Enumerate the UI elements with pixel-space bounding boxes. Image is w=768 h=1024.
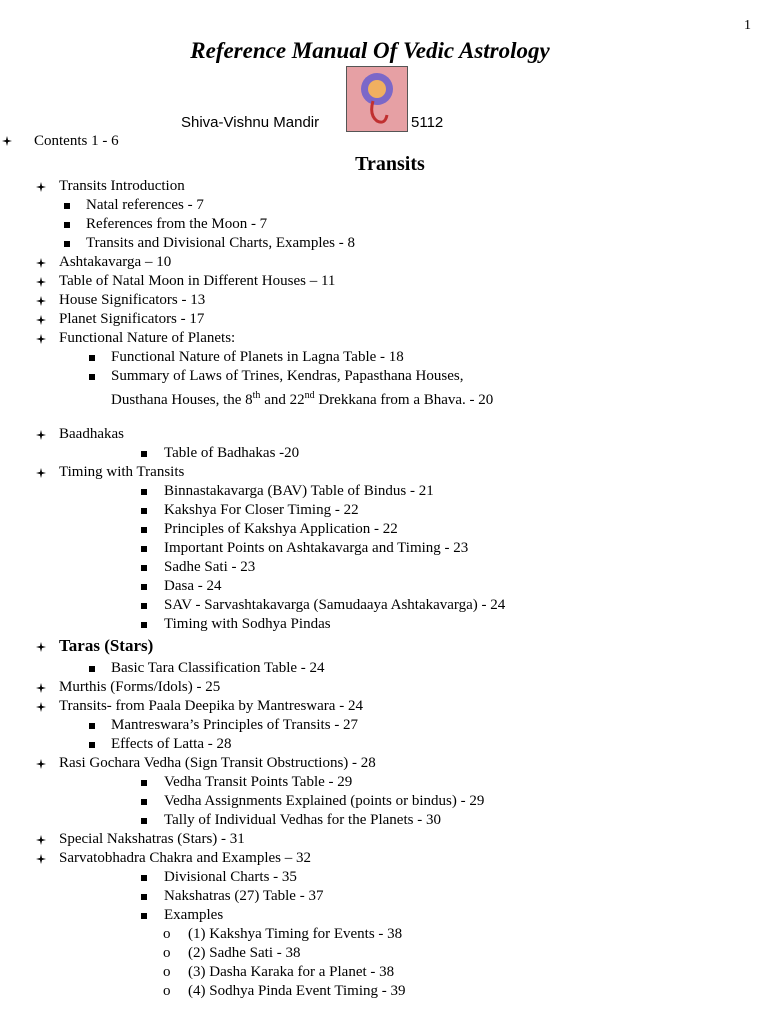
toc-entry[interactable]: Effects of Latta - 28 — [111, 736, 232, 752]
toc-entry[interactable]: Murthis (Forms/Idols) - 25 — [59, 679, 221, 695]
bullet-square-icon — [141, 489, 147, 495]
bullet-circle-icon: o — [163, 983, 171, 999]
bullet-square-icon — [89, 666, 95, 672]
contents-link[interactable]: Contents 1 - 6 — [34, 133, 119, 149]
section-heading: Transits — [355, 153, 425, 175]
toc-entry[interactable]: (2) Sadhe Sati - 38 — [188, 945, 301, 961]
bullet-star-icon — [36, 642, 46, 652]
toc-entry[interactable]: Vedha Transit Points Table - 29 — [164, 774, 353, 790]
bullet-star-icon — [36, 296, 46, 306]
bullet-square-icon — [141, 603, 147, 609]
bullet-star-icon — [36, 468, 46, 478]
bullet-star-icon — [36, 258, 46, 268]
toc-entry[interactable]: Nakshatras (27) Table - 37 — [164, 888, 324, 904]
toc-entry[interactable]: Baadhakas — [59, 426, 124, 442]
bullet-star-icon — [36, 702, 46, 712]
toc-entry[interactable]: Rasi Gochara Vedha (Sign Transit Obstructions) - 28 — [59, 755, 376, 771]
toc-entry[interactable]: References from the Moon - 7 — [86, 216, 268, 232]
page-number: 1 — [744, 18, 751, 33]
bullet-star-icon — [36, 430, 46, 440]
toc-entry[interactable]: Dusthana Houses, the 8th and 22nd Drekkana from a Bhava. - 20 — [111, 390, 494, 408]
toc-entry[interactable]: Ashtakavarga – 10 — [59, 254, 172, 270]
bullet-square-icon — [141, 799, 147, 805]
bullet-star-icon — [36, 683, 46, 693]
bullet-square-icon — [89, 374, 95, 380]
toc-entry[interactable]: Tally of Individual Vedhas for the Planets - 30 — [164, 812, 441, 828]
bullet-circle-icon: o — [163, 926, 171, 942]
bullet-star-icon — [36, 277, 46, 287]
bullet-square-icon — [141, 546, 147, 552]
toc-entry[interactable]: Functional Nature of Planets in Lagna Table - 18 — [111, 349, 404, 365]
toc-entry[interactable]: Principles of Kakshya Application - 22 — [164, 521, 398, 537]
toc-entry[interactable]: Examples — [164, 907, 224, 923]
toc-entry[interactable]: (3) Dasha Karaka for a Planet - 38 — [188, 964, 395, 980]
toc-entry[interactable]: Table of Badhakas -20 — [164, 445, 300, 461]
bullet-square-icon — [141, 780, 147, 786]
toc-entry[interactable]: Sarvatobhadra Chakra and Examples – 32 — [59, 850, 312, 866]
toc-entry[interactable]: Natal references - 7 — [86, 197, 204, 213]
toc-entry[interactable]: Table of Natal Moon in Different Houses – 11 — [59, 273, 336, 289]
toc-entry[interactable]: Transits and Divisional Charts, Examples - 8 — [86, 235, 356, 251]
bullet-square-icon — [141, 913, 147, 919]
reference-code: 5112 — [411, 114, 444, 131]
toc-entry[interactable]: Planet Significators - 17 — [59, 311, 205, 327]
bullet-star-icon — [36, 759, 46, 769]
bullet-square-icon — [89, 723, 95, 729]
bullet-square-icon — [89, 355, 95, 361]
toc-entry[interactable]: Summary of Laws of Trines, Kendras, Papasthana Houses, — [111, 368, 464, 384]
bullet-square-icon — [89, 742, 95, 748]
bullet-star-icon — [2, 136, 12, 146]
toc-entry[interactable]: Special Nakshatras (Stars) - 31 — [59, 831, 245, 847]
bullet-square-icon — [64, 241, 70, 247]
document-title: Reference Manual Of Vedic Astrology — [190, 38, 550, 63]
toc-entry[interactable]: Vedha Assignments Explained (points or bindus) - 29 — [164, 793, 485, 809]
bullet-circle-icon: o — [163, 945, 171, 961]
bullet-square-icon — [141, 527, 147, 533]
toc-entry[interactable]: Functional Nature of Planets: — [59, 330, 236, 346]
bullet-square-icon — [141, 584, 147, 590]
toc-entry[interactable]: Timing with Transits — [59, 464, 185, 480]
temple-logo — [346, 66, 408, 132]
toc-entry[interactable]: House Significators - 13 — [59, 292, 206, 308]
toc-entry[interactable]: Sadhe Sati - 23 — [164, 559, 256, 575]
bullet-star-icon — [36, 315, 46, 325]
toc-entry[interactable]: (1) Kakshya Timing for Events - 38 — [188, 926, 403, 942]
bullet-star-icon — [36, 182, 46, 192]
bullet-square-icon — [141, 894, 147, 900]
bullet-square-icon — [141, 451, 147, 457]
toc-entry[interactable]: Mantreswara’s Principles of Transits - 27 — [111, 717, 359, 733]
bullet-star-icon — [36, 854, 46, 864]
toc-entry[interactable]: Transits- from Paala Deepika by Mantreswara - 24 — [59, 698, 363, 714]
bullet-square-icon — [141, 875, 147, 881]
toc-entry[interactable]: Dasa - 24 — [164, 578, 222, 594]
toc-entry[interactable]: Divisional Charts - 35 — [164, 869, 297, 885]
bullet-square-icon — [64, 222, 70, 228]
toc-entry[interactable]: Basic Tara Classification Table - 24 — [111, 660, 325, 676]
toc-entry[interactable]: SAV - Sarvashtakavarga (Samudaaya Ashtakavarga) - 24 — [164, 597, 506, 613]
bullet-square-icon — [141, 565, 147, 571]
toc-entry[interactable]: Transits Introduction — [59, 178, 185, 194]
toc-entry[interactable]: Kakshya For Closer Timing - 22 — [164, 502, 359, 518]
organization-name: Shiva-Vishnu Mandir — [181, 114, 320, 131]
toc-entry[interactable]: Taras (Stars) — [59, 636, 154, 655]
bullet-square-icon — [141, 818, 147, 824]
toc-entry[interactable]: Timing with Sodhya Pindas — [164, 616, 331, 632]
bullet-square-icon — [141, 508, 147, 514]
bullet-star-icon — [36, 334, 46, 344]
toc-entry[interactable]: (4) Sodhya Pinda Event Timing - 39 — [188, 983, 406, 999]
toc-entry[interactable]: Binnastakavarga (BAV) Table of Bindus - 21 — [164, 483, 434, 499]
bullet-square-icon — [64, 203, 70, 209]
bullet-star-icon — [36, 835, 46, 845]
bullet-circle-icon: o — [163, 964, 171, 980]
bullet-square-icon — [141, 622, 147, 628]
toc-entry[interactable]: Important Points on Ashtakavarga and Timing - 23 — [164, 540, 469, 556]
